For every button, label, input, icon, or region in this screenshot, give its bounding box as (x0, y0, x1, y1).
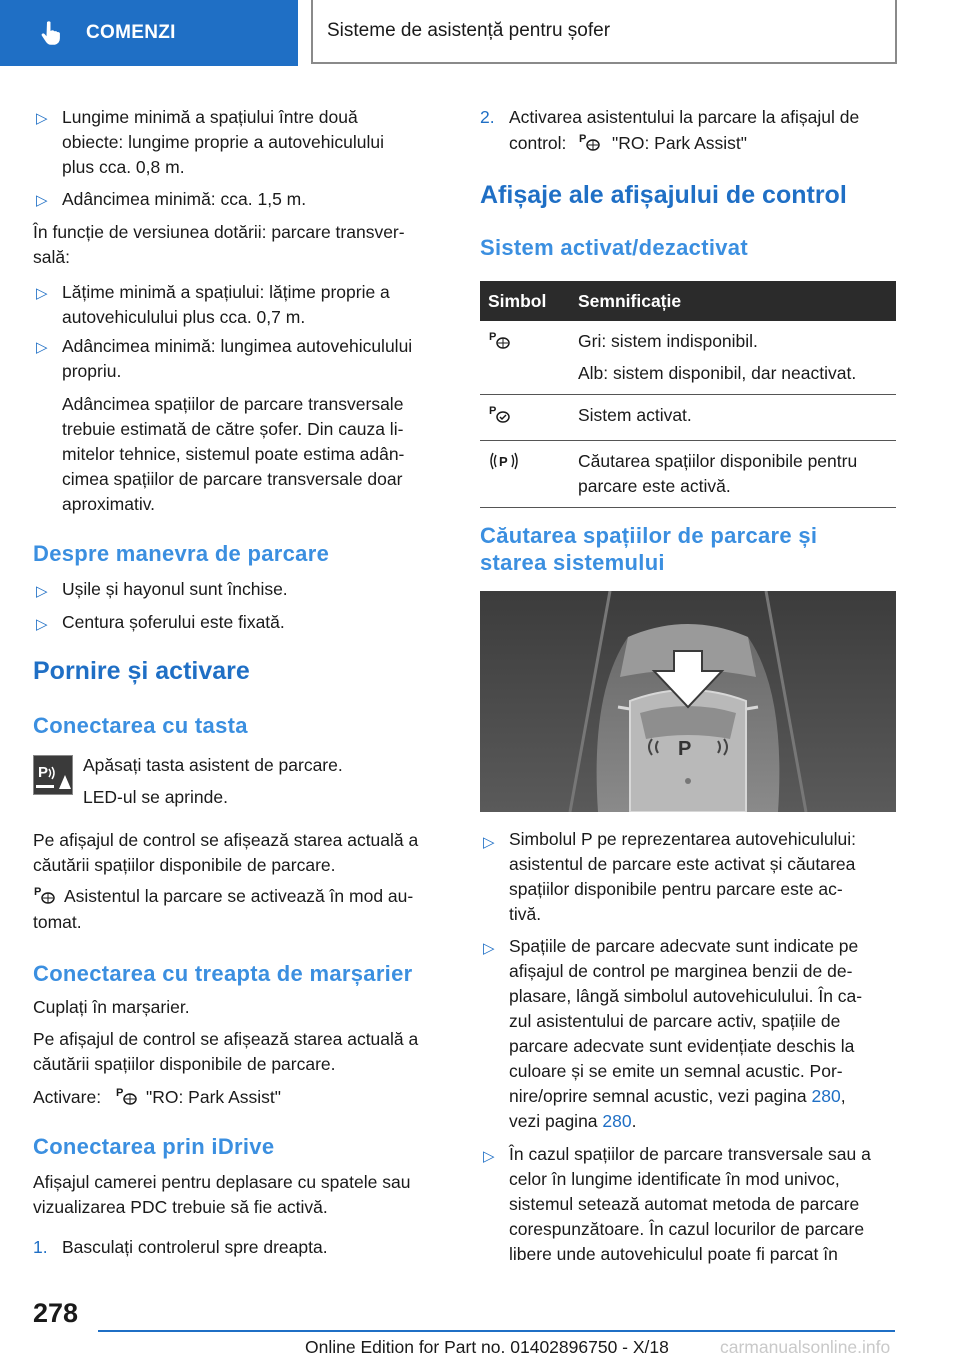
text-line: culoare și se emite un semnal acustic. Por- (509, 1061, 843, 1081)
text-line: plus cca. 0,8 m. (62, 157, 185, 177)
svg-text:P: P (489, 405, 497, 417)
heading-line: Căutarea spațiilor de parcare și (480, 523, 818, 548)
text-line: În funcție de versiunea dotării: parcare transver- (33, 222, 405, 242)
table-row (480, 321, 896, 395)
list-item: Adâncimea minimă: cca. 1,5 m. (62, 189, 307, 209)
watermark: carmanualsonline.info (720, 1337, 891, 1357)
list-item-note (62, 392, 404, 517)
chapter-heading: Pornire și activare (33, 657, 250, 685)
symbol-cell (480, 441, 570, 508)
svg-text:P: P (116, 1087, 124, 1099)
bullet-icon: ▷ (36, 339, 48, 356)
paragraph: Asistentul la parcare se activează în mod au- (64, 886, 414, 906)
svg-text:P: P (34, 886, 42, 898)
text-line: afișajul de control pe marginea benzii de de- (509, 961, 853, 981)
text-span: nire/oprire semnal acustic, vezi pagina (509, 1086, 807, 1106)
section-heading: Conectarea cu tasta (33, 713, 248, 738)
page-header (0, 0, 960, 66)
section-tab[interactable] (0, 0, 298, 66)
text-line: cimea spațiilor de parcare transversale doar (62, 469, 403, 489)
text-line: parcare este activă. (578, 476, 731, 496)
text-line: plasare, lângă simbolul autovehiculului. În ca- (509, 986, 863, 1006)
text-line: Pe afișajul de control se afișează starea actuală a (33, 830, 419, 850)
svg-text:P: P (489, 331, 497, 343)
text-line: celor în lungime identificate în mod univoc, (509, 1169, 840, 1189)
bullet-icon: ▷ (36, 616, 48, 633)
meaning-cell (570, 441, 896, 508)
step-number: 2. (480, 107, 495, 127)
park-assist-icon (33, 884, 57, 906)
paragraph: Cuplați în marșarier. (33, 997, 190, 1017)
symbol-cell (480, 321, 570, 395)
page-link[interactable]: 280 (811, 1086, 841, 1106)
text-line: nire/oprire semnal acustic, vezi pagina 280, (509, 1086, 846, 1106)
chapter-tab (311, 0, 897, 64)
step-text: Activarea asistentului la parcare la afișajul de (509, 107, 860, 127)
text-line: autovehiculului plus cca. 0,7 m. (62, 307, 306, 327)
table-row (480, 395, 896, 441)
text-line: zul asistentului de parcare activ, spațiile de (509, 1011, 841, 1031)
list-item (509, 934, 862, 1134)
paragraph: Apăsați tasta asistent de parcare. (83, 755, 343, 775)
svg-text:P: P (579, 133, 587, 145)
text-line: vezi pagina 280. (509, 1111, 637, 1131)
text-line: trebuie estimată de către șofer. Din cauza li- (62, 419, 404, 439)
paragraph (33, 828, 418, 878)
footer-divider (98, 1330, 895, 1332)
step-text: control: (509, 133, 567, 153)
chapter-title: Sisteme de asistență pentru șofer (327, 20, 611, 41)
text-line: obiecte: lungime proprie a autovehiculului (62, 132, 385, 152)
symbol-table (480, 281, 896, 508)
list-item: Centura șoferului este fixată. (62, 612, 285, 632)
svg-text:P: P (678, 738, 692, 760)
parking-display-illustration (480, 591, 896, 812)
text-line: Spațiile de parcare adecvate sunt indicate pe (509, 936, 859, 956)
paragraph: tomat. (33, 912, 82, 932)
list-item (509, 1142, 871, 1267)
text-line: asistentul de parcare este activat și căutarea (509, 854, 856, 874)
park-assist-icon (578, 131, 602, 153)
text-line: Lățime minimă a spațiului: lățime proprie a (62, 282, 390, 302)
bullet-icon: ▷ (36, 583, 48, 600)
chapter-heading: Afișaje ale afișajului de control (480, 181, 847, 209)
bullet-icon: ▷ (36, 192, 48, 209)
text-line: Alb: sistem disponibil, dar neactivat. (578, 363, 857, 383)
park-assist-button-icon (33, 755, 73, 795)
page-link[interactable]: 280 (602, 1111, 632, 1131)
text-span: vezi pagina (509, 1111, 598, 1131)
hand-pointer-icon (38, 19, 66, 47)
column-header: Simbol (480, 281, 570, 321)
bullet-icon: ▷ (483, 1148, 495, 1165)
symbol-cell (480, 395, 570, 441)
table-row (480, 441, 896, 508)
svg-text:P: P (499, 454, 508, 469)
text-line: sală: (33, 247, 70, 267)
text-line: căutării spațiilor disponibile de parcare. (33, 855, 336, 875)
meaning-cell (570, 321, 896, 395)
bullet-icon: ▷ (36, 285, 48, 302)
paragraph: "RO: Park Assist" (146, 1087, 281, 1107)
list-item (62, 334, 412, 384)
section-heading: Conectarea prin iDrive (33, 1134, 275, 1159)
step-text: "RO: Park Assist" (612, 133, 747, 153)
list-item (62, 280, 390, 330)
list-item (62, 105, 384, 180)
list-item (509, 827, 856, 927)
park-assist-active-icon (488, 403, 512, 425)
text-line: În cazul spațiilor de parcare transversale sau a (509, 1144, 871, 1164)
page-number: 278 (33, 1298, 79, 1328)
text-line: propriu. (62, 361, 122, 381)
text-line: Pe afișajul de control se afișează starea actuală a (33, 1029, 419, 1049)
meaning-cell: Sistem activat. (570, 395, 896, 441)
text-line: Afișajul camerei pentru deplasare cu spatele sau (33, 1172, 411, 1192)
step-text: Basculați controlerul spre dreapta. (62, 1237, 328, 1257)
park-assist-icon (488, 329, 512, 351)
paragraph (33, 220, 405, 270)
text-line: mitelor tehnice, sistemul poate estima adân- (62, 444, 405, 464)
paragraph: LED-ul se aprinde. (83, 787, 228, 807)
text-line: Gri: sistem indisponibil. (578, 331, 758, 351)
bullet-icon: ▷ (483, 940, 495, 957)
text-line: spațiilor disponibile pentru parcare este ac- (509, 879, 843, 899)
table-header-row (480, 281, 896, 321)
text-line: Lungime minimă a spațiului între două (62, 107, 358, 127)
text-line: căutării spațiilor disponibile de parcare. (33, 1054, 336, 1074)
text-line: Adâncimea minimă: lungimea autovehiculului (62, 336, 413, 356)
column-header: Semnificație (570, 281, 896, 321)
bullet-icon: ▷ (483, 834, 495, 851)
section-heading (480, 522, 817, 576)
section-title: COMENZI (86, 22, 176, 43)
edition-info: Online Edition for Part no. 01402896750 - X/18 (305, 1337, 669, 1357)
text-line: sistemul setează automat metoda de parcare (509, 1194, 860, 1214)
text-line: libere unde autovehiculul poate fi parcat în (509, 1244, 838, 1264)
paragraph: Activare: (33, 1087, 102, 1107)
text-line: corespunzătoare. În cazul locurilor de parcare (509, 1219, 865, 1239)
parking-search-icon (488, 449, 520, 473)
svg-text:P: P (38, 764, 49, 781)
bullet-icon: ▷ (36, 110, 48, 127)
paragraph (33, 1170, 410, 1220)
paragraph (33, 1027, 418, 1077)
text-line: aproximativ. (62, 494, 156, 514)
text-line: vizualizarea PDC trebuie să fie activă. (33, 1197, 328, 1217)
text-line: Căutarea spațiilor disponibile pentru (578, 451, 858, 471)
heading-line: starea sistemului (480, 550, 665, 575)
text-line: parcare adecvate sunt evidențiate deschis la (509, 1036, 855, 1056)
step-number: 1. (33, 1237, 48, 1257)
section-heading: Despre manevra de parcare (33, 541, 330, 566)
list-item: Ușile și hayonul sunt închise. (62, 579, 288, 599)
section-heading: Conectarea cu treapta de marșarier (33, 961, 413, 986)
section-heading: Sistem activat/dezactivat (480, 235, 748, 260)
text-line: tivă. (509, 904, 542, 924)
text-line: Simbolul P pe reprezentarea autovehiculului: (509, 829, 856, 849)
park-assist-icon (115, 1085, 139, 1107)
text-line: Adâncimea spațiilor de parcare transversale (62, 394, 404, 414)
